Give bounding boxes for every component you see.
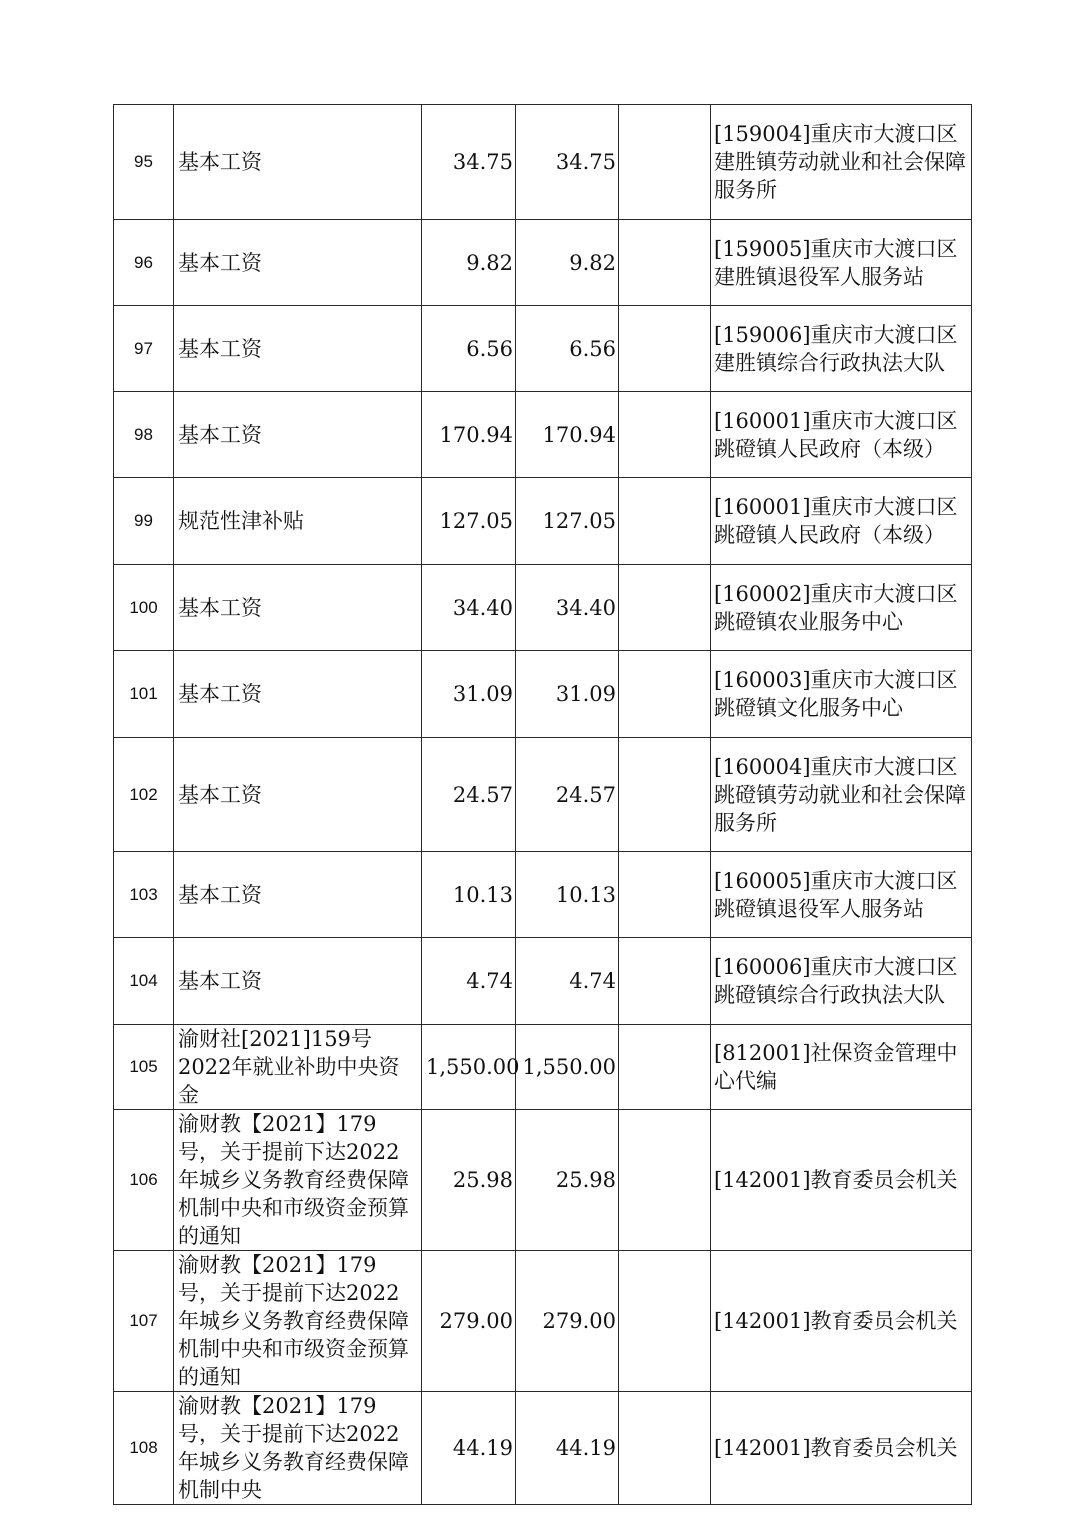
- row-number: 99: [114, 478, 174, 565]
- table-row: [114, 105, 972, 220]
- unit-name: [159006]重庆市大渡口区建胜镇综合行政执法大队: [711, 306, 972, 392]
- table-body: [114, 105, 972, 1505]
- table-row: [114, 220, 972, 306]
- row-number: 100: [114, 565, 174, 651]
- table-row: [114, 852, 972, 938]
- unit-name: [160003]重庆市大渡口区跳磴镇文化服务中心: [711, 651, 972, 738]
- unit-name: [142001]教育委员会机关: [711, 1251, 972, 1392]
- unit-name: [160004]重庆市大渡口区跳磴镇劳动就业和社会保障服务所: [711, 738, 972, 852]
- table-row: [114, 306, 972, 392]
- unit-name: [160005]重庆市大渡口区跳磴镇退役军人服务站: [711, 852, 972, 938]
- blank-cell: [619, 392, 711, 478]
- table-row: [114, 478, 972, 565]
- table-row: [114, 1251, 972, 1392]
- item-name: 基本工资: [174, 220, 422, 306]
- item-name: 基本工资: [174, 938, 422, 1025]
- amount-budget: 1,550.00: [516, 1025, 619, 1110]
- item-name: 基本工资: [174, 565, 422, 651]
- row-number: 98: [114, 392, 174, 478]
- unit-name: [160006]重庆市大渡口区跳磴镇综合行政执法大队: [711, 938, 972, 1025]
- amount-total: 9.82: [422, 220, 516, 306]
- amount-total: 127.05: [422, 478, 516, 565]
- table-row: [114, 392, 972, 478]
- table-row: [114, 738, 972, 852]
- amount-total: 34.75: [422, 105, 516, 220]
- item-name: 基本工资: [174, 306, 422, 392]
- blank-cell: [619, 738, 711, 852]
- amount-budget: 279.00: [516, 1251, 619, 1392]
- amount-budget: 25.98: [516, 1110, 619, 1251]
- table-row: [114, 1392, 972, 1505]
- amount-budget: 127.05: [516, 478, 619, 565]
- row-number: 97: [114, 306, 174, 392]
- row-number: 108: [114, 1392, 174, 1505]
- row-number: 107: [114, 1251, 174, 1392]
- blank-cell: [619, 1025, 711, 1110]
- table-row: [114, 1110, 972, 1251]
- blank-cell: [619, 565, 711, 651]
- blank-cell: [619, 306, 711, 392]
- amount-budget: 34.75: [516, 105, 619, 220]
- table-row: [114, 565, 972, 651]
- amount-budget: 31.09: [516, 651, 619, 738]
- amount-budget: 24.57: [516, 738, 619, 852]
- unit-name: [160001]重庆市大渡口区跳磴镇人民政府（本级）: [711, 392, 972, 478]
- row-number: 101: [114, 651, 174, 738]
- amount-total: 4.74: [422, 938, 516, 1025]
- item-name: 渝财教【2021】179号，关于提前下达2022年城乡义务教育经费保障机制中央: [174, 1392, 422, 1505]
- blank-cell: [619, 651, 711, 738]
- item-name: 基本工资: [174, 738, 422, 852]
- amount-budget: 6.56: [516, 306, 619, 392]
- amount-budget: 9.82: [516, 220, 619, 306]
- row-number: 96: [114, 220, 174, 306]
- row-number: 104: [114, 938, 174, 1025]
- row-number: 102: [114, 738, 174, 852]
- blank-cell: [619, 220, 711, 306]
- unit-name: [160002]重庆市大渡口区跳磴镇农业服务中心: [711, 565, 972, 651]
- amount-budget: 4.74: [516, 938, 619, 1025]
- unit-name: [812001]社保资金管理中心代编: [711, 1025, 972, 1110]
- amount-total: 44.19: [422, 1392, 516, 1505]
- amount-total: 34.40: [422, 565, 516, 651]
- amount-total: 279.00: [422, 1251, 516, 1392]
- amount-total: 31.09: [422, 651, 516, 738]
- row-number: 95: [114, 105, 174, 220]
- blank-cell: [619, 938, 711, 1025]
- budget-table: [113, 104, 972, 1505]
- amount-budget: 34.40: [516, 565, 619, 651]
- table-row: [114, 1025, 972, 1110]
- row-number: 103: [114, 852, 174, 938]
- unit-name: [142001]教育委员会机关: [711, 1110, 972, 1251]
- unit-name: [142001]教育委员会机关: [711, 1392, 972, 1505]
- table-row: [114, 651, 972, 738]
- unit-name: [160001]重庆市大渡口区跳磴镇人民政府（本级）: [711, 478, 972, 565]
- blank-cell: [619, 478, 711, 565]
- blank-cell: [619, 1251, 711, 1392]
- item-name: 基本工资: [174, 392, 422, 478]
- amount-total: 25.98: [422, 1110, 516, 1251]
- item-name: 渝财社[2021]159号2022年就业补助中央资金: [174, 1025, 422, 1110]
- item-name: 基本工资: [174, 852, 422, 938]
- amount-total: 6.56: [422, 306, 516, 392]
- unit-name: [159004]重庆市大渡口区建胜镇劳动就业和社会保障服务所: [711, 105, 972, 220]
- item-name: 基本工资: [174, 651, 422, 738]
- item-name: 基本工资: [174, 105, 422, 220]
- blank-cell: [619, 1110, 711, 1251]
- amount-budget: 44.19: [516, 1392, 619, 1505]
- unit-name: [159005]重庆市大渡口区建胜镇退役军人服务站: [711, 220, 972, 306]
- amount-total: 170.94: [422, 392, 516, 478]
- blank-cell: [619, 852, 711, 938]
- item-name: 渝财教【2021】179号，关于提前下达2022年城乡义务教育经费保障机制中央和市级资金预算的通知: [174, 1110, 422, 1251]
- amount-budget: 10.13: [516, 852, 619, 938]
- table-row: [114, 938, 972, 1025]
- blank-cell: [619, 1392, 711, 1505]
- amount-budget: 170.94: [516, 392, 619, 478]
- item-name: 规范性津补贴: [174, 478, 422, 565]
- row-number: 106: [114, 1110, 174, 1251]
- amount-total: 1,550.00: [422, 1025, 516, 1110]
- blank-cell: [619, 105, 711, 220]
- amount-total: 24.57: [422, 738, 516, 852]
- item-name: 渝财教【2021】179号，关于提前下达2022年城乡义务教育经费保障机制中央和市级资金预算的通知: [174, 1251, 422, 1392]
- row-number: 105: [114, 1025, 174, 1110]
- amount-total: 10.13: [422, 852, 516, 938]
